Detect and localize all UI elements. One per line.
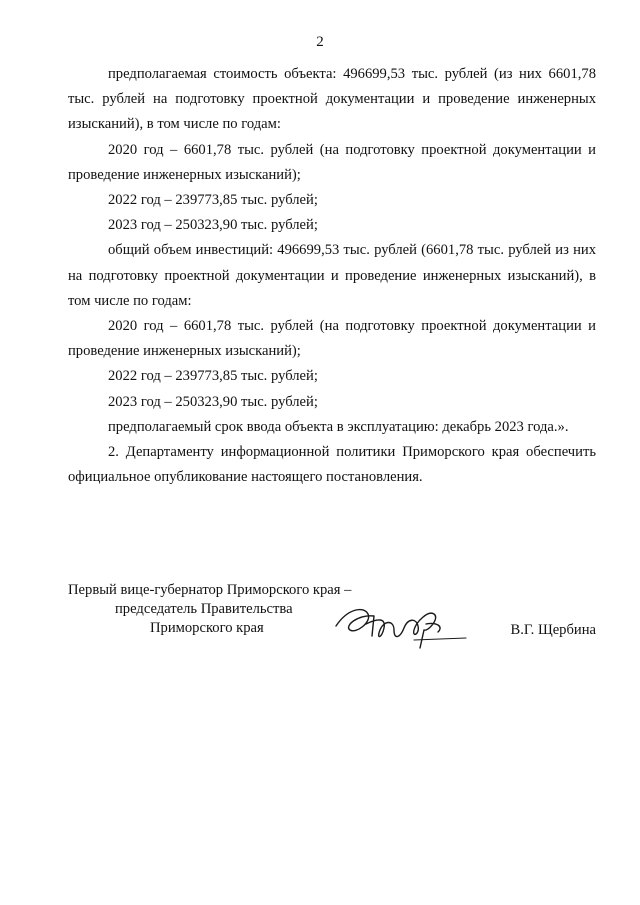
paragraph-investment-2020: 2020 год – 6601,78 тыс. рублей (на подготовку проектной документации и проведение инженерных изысканий); — [68, 318, 596, 360]
handwritten-signature — [328, 600, 468, 652]
signatory-title-line-1: Первый вице-губернатор Приморского края – — [68, 582, 352, 598]
paragraph-cost-2020: 2020 год – 6601,78 тыс. рублей (на подготовку проектной документации и проведение инженерных изысканий); — [68, 141, 596, 183]
paragraph-publication-order: 2. Департаменту информационной политики Приморского края обеспечить официальное опубликование настоящего постановления. — [68, 444, 596, 486]
page-number: 2 — [316, 34, 324, 50]
signatory-title-line-3: Приморского края — [150, 620, 264, 636]
signatory-title-line-2: председатель Правительства — [115, 601, 293, 617]
paragraph-estimated-cost: предполагаемая стоимость объекта: 496699,53 тыс. рублей (из них 6601,78 тыс. рублей на подготовку проектной документации и проведение инженерных изысканий), в том числе по годам: — [68, 66, 596, 133]
signature-block — [68, 582, 596, 662]
paragraph-cost-2022: 2022 год – 239773,85 тыс. рублей; — [108, 192, 318, 209]
paragraph-commissioning-date: предполагаемый срок ввода объекта в эксплуатацию: декабрь 2023 года.». — [108, 418, 569, 435]
paragraph-cost-2023: 2023 год – 250323,90 тыс. рублей; — [108, 217, 318, 234]
paragraph-investment-2023: 2023 год – 250323,90 тыс. рублей; — [108, 393, 318, 410]
signatory-name: В.Г. Щербина — [510, 622, 596, 638]
paragraph-investment-2022: 2022 год – 239773,85 тыс. рублей; — [108, 368, 318, 385]
document-body — [68, 62, 596, 490]
paragraph-total-investment: общий объем инвестиций: 496699,53 тыс. рублей (6601,78 тыс. рублей из них на подготовку проектной документации и проведение инженерных изысканий), в том числе по годам: — [68, 242, 596, 309]
